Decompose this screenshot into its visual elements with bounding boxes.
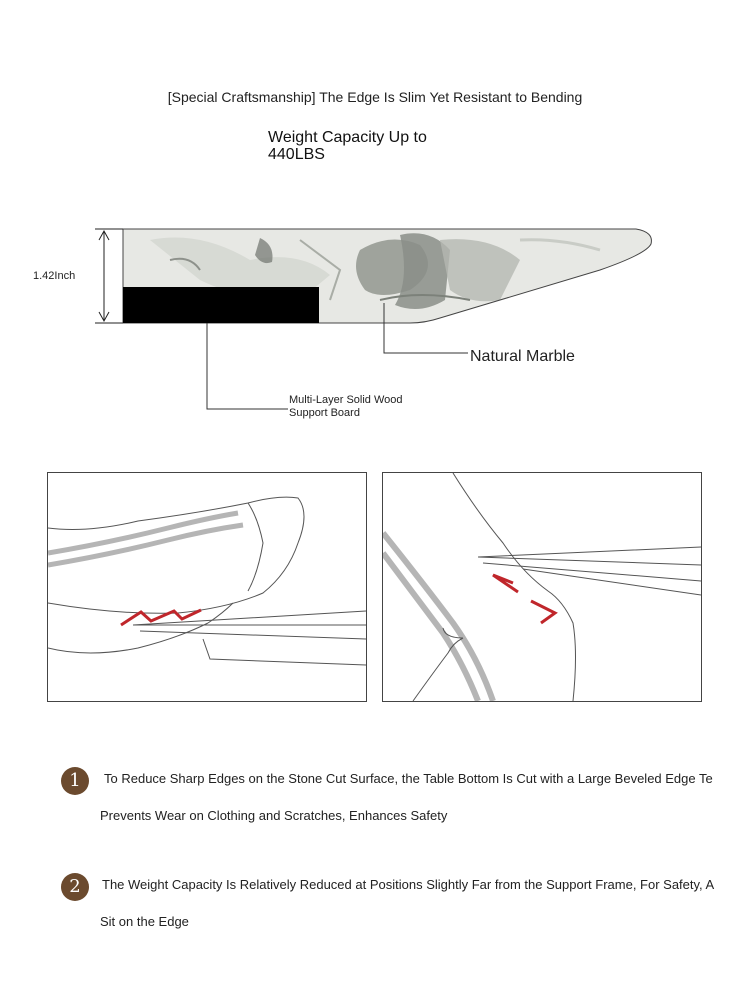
marble-label: Natural Marble bbox=[470, 348, 575, 365]
note-2-line2: Sit on the Edge bbox=[100, 914, 189, 929]
weight-capacity-line2: 440LBS bbox=[268, 146, 325, 163]
wood-support-board bbox=[123, 287, 319, 323]
note-number-badge-2: 2 bbox=[61, 873, 89, 901]
page-title: [Special Craftsmanship] The Edge Is Slim Yet Resistant to Bending bbox=[167, 89, 583, 105]
note-1-line1: To Reduce Sharp Edges on the Stone Cut Surface, the Table Bottom Is Cut with a Large Beveled Edge Te bbox=[104, 771, 713, 786]
weight-capacity-line1: Weight Capacity Up to bbox=[268, 129, 427, 146]
illustration-leg-panel bbox=[382, 472, 702, 702]
note-2-line1: The Weight Capacity Is Relatively Reduced at Positions Slightly Far from the Support Frame, For Safety, A bbox=[102, 877, 715, 892]
wood-board-label-line1: Multi-Layer Solid Wood bbox=[289, 394, 403, 406]
weight-capacity-heading bbox=[268, 129, 427, 163]
note-number-badge-1: 1 bbox=[61, 767, 89, 795]
note-1-line2: Prevents Wear on Clothing and Scratches, Enhances Safety bbox=[100, 808, 448, 823]
friction-arrow-2 bbox=[493, 575, 555, 623]
leg-edge-illustration bbox=[383, 473, 701, 701]
wood-leader-line bbox=[207, 323, 288, 409]
arm-edge-illustration bbox=[48, 473, 366, 701]
wood-board-label-line2: Support Board bbox=[289, 407, 360, 419]
illustration-arm-panel bbox=[47, 472, 367, 702]
wood-board-label bbox=[289, 394, 403, 420]
height-label: 1.42Inch bbox=[33, 270, 76, 282]
